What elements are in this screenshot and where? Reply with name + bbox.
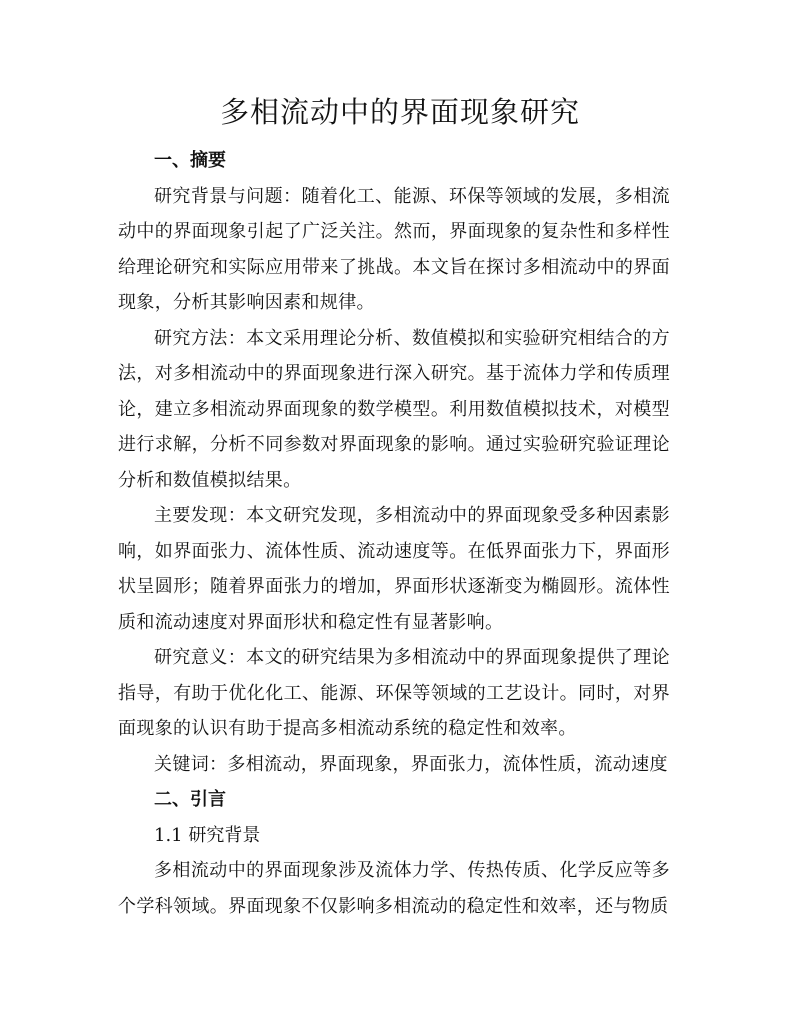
introduction-paragraph: 多相流动中的界面现象涉及流体力学、传热传质、化学反应等多个学科领域。界面现象不仅影响多相流动的稳定性和效率，还与物质 [118, 860, 670, 917]
document-body [118, 143, 670, 924]
abstract-findings-paragraph: 主要发现：本文研究发现，多相流动中的界面现象受多种因素影响，如界面张力、流体性质、流动速度等。在低界面张力下，界面形状呈圆形；随着界面张力的增加，界面形状逐渐变为椭圆形。流体性质和流动速度对界面形状和稳定性有显著影响。 [118, 505, 670, 633]
introduction-heading: 二、引言 [154, 789, 226, 810]
abstract-methods-paragraph: 研究方法：本文采用理论分析、数值模拟和实验研究相结合的方法，对多相流动中的界面现象进行深入研究。基于流体力学和传质理论，建立多相流动界面现象的数学模型。利用数值模拟技术，对模型进行求解，分析不同参数对界面现象的影响。通过实验研究验证理论分析和数值模拟结果。 [118, 327, 670, 491]
document-title: 多相流动中的界面现象研究 [219, 95, 580, 129]
abstract-heading: 一、摘要 [154, 150, 226, 171]
research-background-subheading: 1.1 研究背景 [154, 824, 261, 846]
abstract-significance-paragraph: 研究意义：本文的研究结果为多相流动中的界面现象提供了理论指导，有助于优化化工、能源、环保等领域的工艺设计。同时，对界面现象的认识有助于提高多相流动系统的稳定性和效率。 [118, 647, 670, 739]
keywords-line: 关键词：多相流动，界面现象，界面张力，流体性质，流动速度 [154, 753, 668, 775]
abstract-background-paragraph: 研究背景与问题：随着化工、能源、环保等领域的发展，多相流动中的界面现象引起了广泛关注。然而，界面现象的复杂性和多样性给理论研究和实际应用带来了挑战。本文旨在探讨多相流动中的界面现象，分析其影响因素和规律。 [118, 185, 670, 313]
